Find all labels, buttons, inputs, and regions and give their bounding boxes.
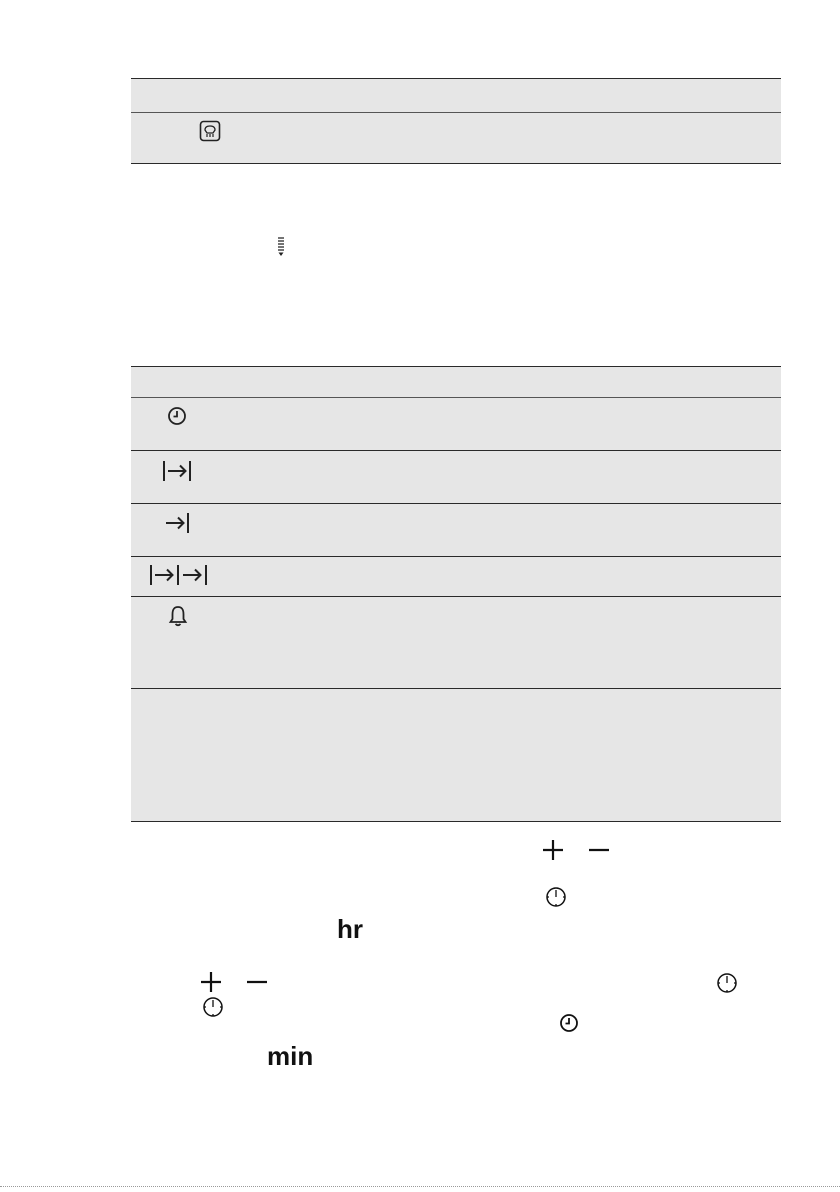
table2-row-end bbox=[131, 504, 781, 556]
minute-display: min bbox=[267, 1041, 314, 1071]
plus-icon bbox=[199, 970, 223, 994]
table2-row-duration bbox=[131, 451, 781, 503]
clock-icon bbox=[167, 406, 187, 426]
table2-row-minute-minder bbox=[131, 597, 781, 688]
table1-bottom-rule bbox=[131, 163, 781, 164]
hour-display: hr bbox=[337, 914, 363, 944]
table2-row-last bbox=[131, 689, 781, 821]
table1-row bbox=[131, 113, 781, 163]
table1-top-rule bbox=[131, 78, 781, 79]
table1-header-row bbox=[131, 79, 781, 112]
duration-icon bbox=[162, 460, 192, 482]
level-scroll-icon bbox=[277, 236, 285, 258]
table2-row-time-delay bbox=[131, 557, 781, 596]
end-icon bbox=[164, 512, 190, 534]
clock-outline-icon bbox=[202, 996, 224, 1018]
clock-icon bbox=[559, 1013, 579, 1033]
clock-outline-icon bbox=[716, 972, 738, 994]
minute-minder-bell-icon bbox=[168, 605, 188, 627]
table2-header-row bbox=[131, 367, 781, 397]
minus-icon bbox=[587, 838, 611, 862]
steam-dish-icon bbox=[199, 120, 221, 142]
plus-icon bbox=[541, 838, 565, 862]
clock-outline-icon bbox=[545, 886, 567, 908]
time-delay-icon bbox=[149, 564, 209, 586]
page-bottom-dotted-rule bbox=[0, 1186, 840, 1187]
table2-row-clock bbox=[131, 398, 781, 450]
minus-icon bbox=[245, 970, 269, 994]
table2-bottom-rule bbox=[131, 821, 781, 822]
